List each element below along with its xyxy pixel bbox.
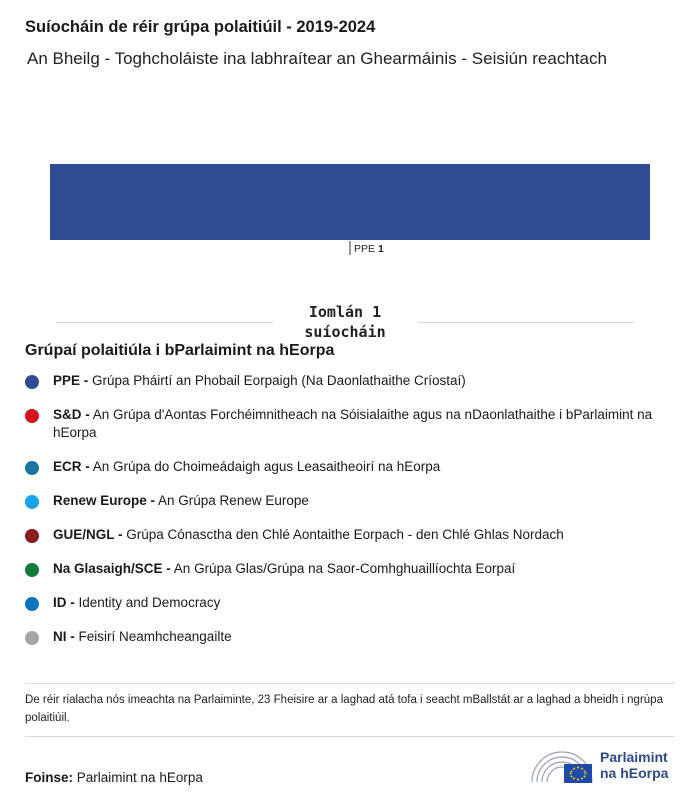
legend-item [25,560,670,578]
legend-abbr: PPE - [53,373,89,388]
source-line [25,770,203,785]
total-seats-line1: Iomlán 1 [308,303,382,321]
legend-dot-icon [25,563,39,577]
total-seats-line2: suíocháin [304,323,386,341]
seats-bar-chart [0,150,700,260]
divider-top [25,683,675,684]
legend-abbr: ID - [53,595,75,610]
legend-desc: Grúpa Pháirtí an Phobail Eorpaigh (Na Daonlathaithe Críostaí) [88,373,466,388]
legend-desc: An Grúpa do Choimeádaigh agus Leasaitheoirí na hEorpa [89,459,441,474]
divider-bottom [25,736,675,737]
legend-abbr: NI - [53,629,75,644]
legend-dot-icon [25,409,39,423]
hemicycle-icon [530,746,594,786]
total-rule-right [418,322,634,323]
legend [25,372,670,662]
source-value: Parlaimint na hEorpa [76,770,203,785]
logo-text [600,749,668,781]
legend-abbr: Na Glasaigh/SCE - [53,561,171,576]
legend-desc: Feisirí Neamhcheangailte [74,629,232,644]
footnote: De réir rialacha nós imeachta na Parlaiminte, 23 Fheisire ar a laghad atá tofa i seacht mBallstát ar a laghad a bheidh i ngrúpa polaitiúil. [25,694,663,724]
legend-abbr: ECR - [53,459,90,474]
legend-desc: An Grúpa Renew Europe [155,493,309,508]
legend-item [25,406,670,442]
legend-item [25,526,670,544]
ep-logo [530,746,680,786]
total-rule-left [56,322,273,323]
legend-abbr: S&D - [53,407,90,422]
legend-abbr: GUE/NGL - [53,527,123,542]
legend-item [25,372,670,390]
legend-dot-icon [25,461,39,475]
legend-item [25,594,670,612]
legend-dot-icon [25,495,39,509]
logo-line1: Parlaimint [600,749,668,765]
bar-segment-ppe [50,164,650,240]
legend-desc: An Grúpa d'Aontas Forchéimnitheach na Sóisialaithe agus na nDaonlathaithe i bParlaimint na hEorpa [53,407,653,440]
legend-desc: Grúpa Cónasctha den Chlé Aontaithe Eorpach - den Chlé Ghlas Nordach [122,527,564,542]
legend-item [25,628,670,646]
legend-dot-icon [25,375,39,389]
legend-item [25,492,670,510]
chart-title: Suíocháin de réir grúpa polaitiúil - 2019-2024 [25,18,376,36]
segment-label: PPE 1 [354,243,384,255]
source-label: Foinse: [25,770,74,785]
legend-title: Grúpaí polaitiúla i bParlaimint na hEorpa [25,342,335,359]
legend-item [25,458,670,476]
chart-subtitle: An Bheilg - Toghcholáiste ina labhraítear an Ghearmáinis - Seisiún reachtach [27,49,607,68]
legend-abbr: Renew Europe - [53,493,156,508]
legend-dot-icon [25,631,39,645]
legend-dot-icon [25,529,39,543]
legend-desc: Identity and Democracy [74,595,221,610]
legend-desc: An Grúpa Glas/Grúpa na Saor-Comhghuaillíochta Eorpaí [170,561,516,576]
legend-dot-icon [25,597,39,611]
total-seats-label [275,302,415,342]
logo-line2: na hEorpa [600,765,669,781]
